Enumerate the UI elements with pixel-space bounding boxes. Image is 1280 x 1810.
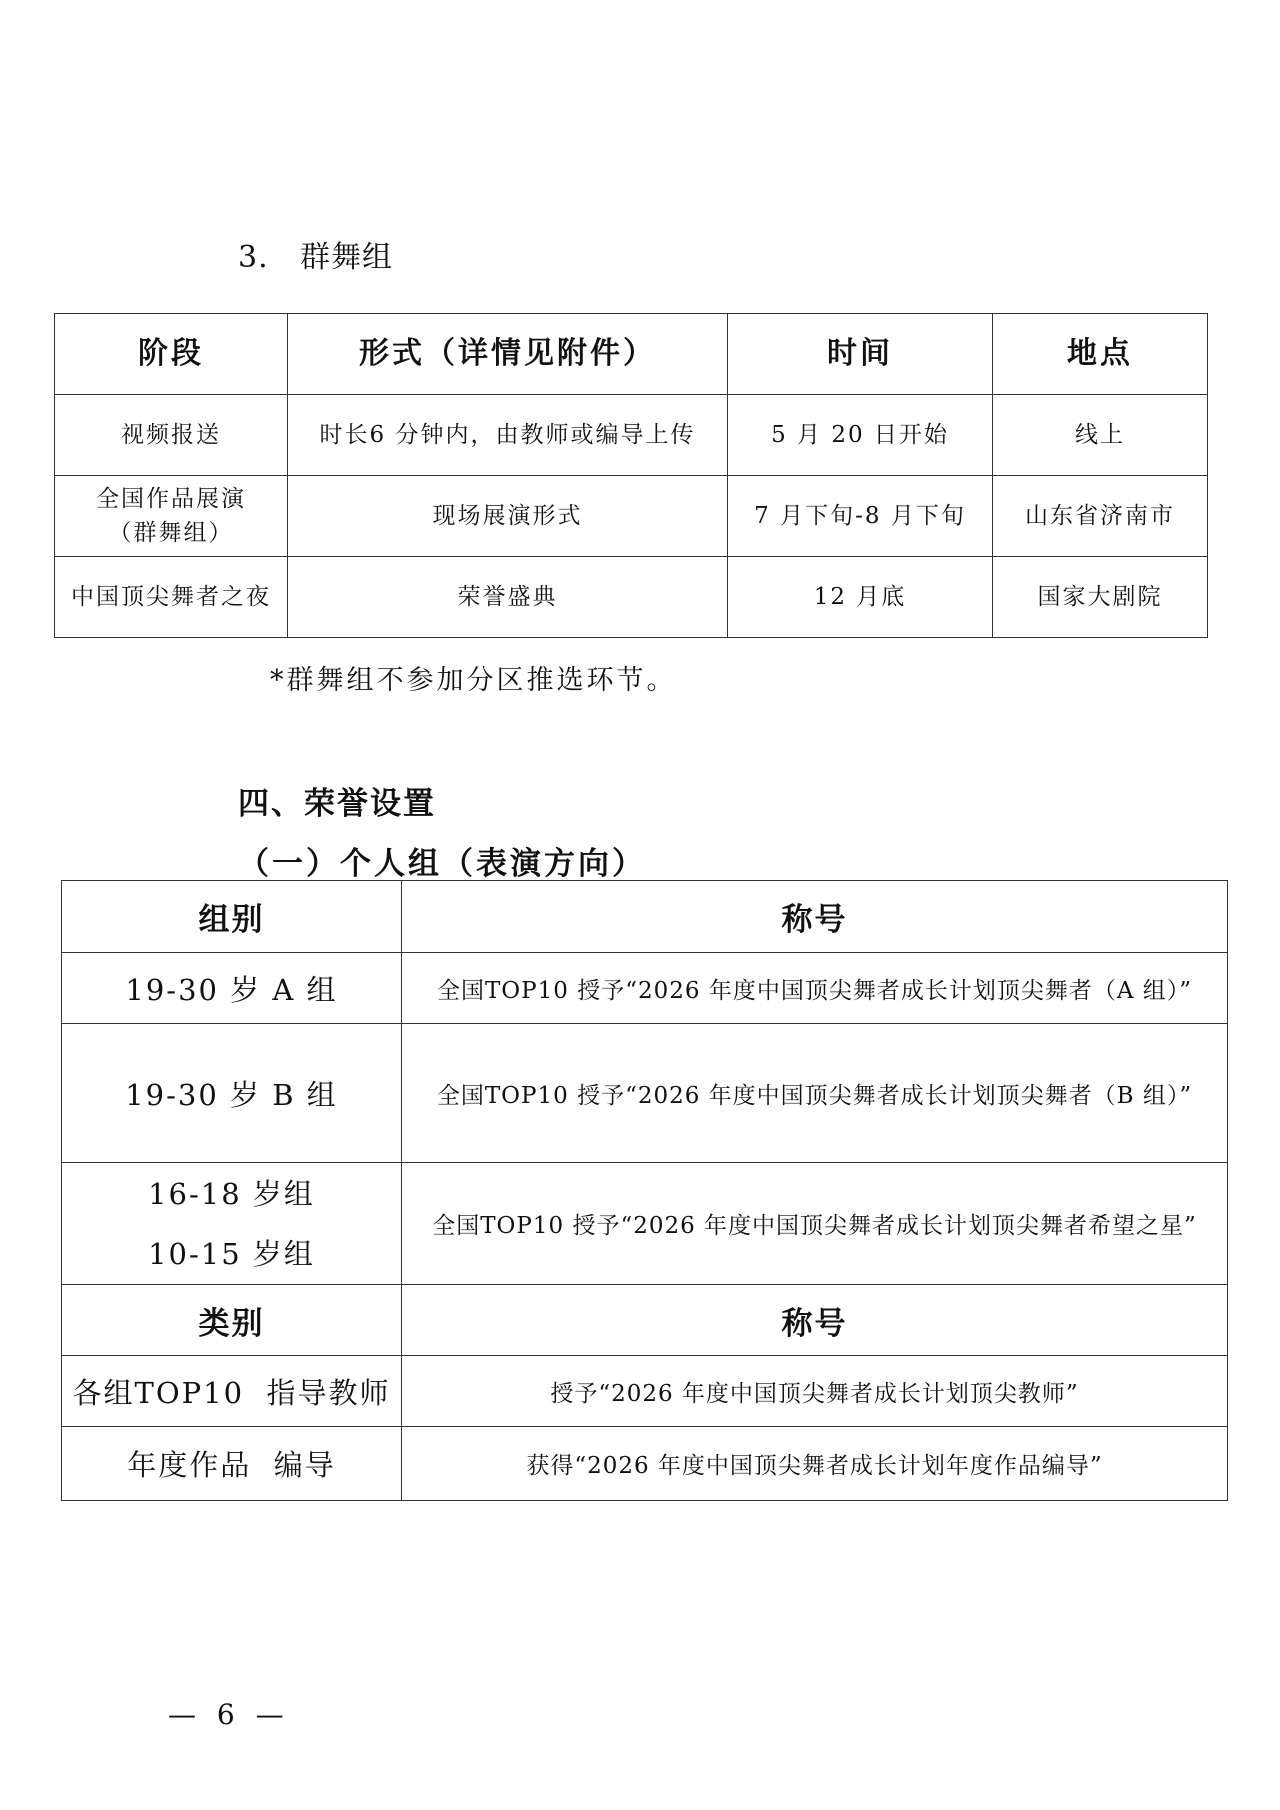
- form-cell: 荣誉盛典: [288, 557, 728, 638]
- section-3-title: 群舞组: [300, 240, 393, 275]
- time-cell: 12 月底: [728, 557, 993, 638]
- category-cell: 年度作品 编导: [62, 1427, 402, 1501]
- time-cell: 7 月下旬-8 月下旬: [728, 476, 993, 557]
- section-4-heading: 四、荣誉设置: [238, 786, 436, 822]
- header-group: 组别: [62, 881, 402, 953]
- table-row: [62, 1427, 1228, 1501]
- header-title: 称号: [402, 881, 1228, 953]
- title-cell: 全国TOP10 授予“2026 年度中国顶尖舞者成长计划顶尖舞者（A 组）”: [402, 953, 1228, 1024]
- place-cell: 线上: [993, 395, 1208, 476]
- title-cell: 全国TOP10 授予“2026 年度中国顶尖舞者成长计划顶尖舞者（B 组）”: [402, 1024, 1228, 1163]
- place-cell: 山东省济南市: [993, 476, 1208, 557]
- form-cell: 现场展演形式: [288, 476, 728, 557]
- stage-cell: [55, 557, 288, 638]
- stage-line: 全国作品展演: [96, 486, 246, 512]
- group-dance-schedule-table: [54, 313, 1208, 638]
- subsection-1-heading: （一）个人组（表演方向）: [238, 846, 646, 882]
- table-header-row: [62, 881, 1228, 953]
- table-row: [55, 557, 1208, 638]
- header-title: 称号: [402, 1285, 1228, 1356]
- title-cell: 全国TOP10 授予“2026 年度中国顶尖舞者成长计划顶尖舞者希望之星”: [402, 1163, 1228, 1285]
- page-number: — 6 —: [168, 1698, 290, 1731]
- stage-cell: [55, 476, 288, 557]
- group-cell: 19-30 岁 B 组: [62, 1024, 402, 1163]
- group-cell: 19-30 岁 A 组: [62, 953, 402, 1024]
- table-row: [62, 1356, 1228, 1427]
- group-cell: [62, 1163, 402, 1285]
- table-row: [62, 1024, 1228, 1163]
- stage-line: 视频报送: [121, 422, 221, 448]
- table-row: [62, 1163, 1228, 1285]
- stage-cell: [55, 395, 288, 476]
- group-line: 10-15 岁组: [148, 1236, 315, 1271]
- category-cell: 各组TOP10 指导教师: [62, 1356, 402, 1427]
- header-time: 时间: [728, 314, 993, 395]
- section-3-number: 3.: [238, 240, 269, 275]
- group-line: 16-18 岁组: [148, 1176, 315, 1211]
- header-form: 形式（详情见附件）: [288, 314, 728, 395]
- table-row: [62, 953, 1228, 1024]
- table-header-row: [62, 1285, 1228, 1356]
- title-cell: 授予“2026 年度中国顶尖舞者成长计划顶尖教师”: [402, 1356, 1228, 1427]
- group-dance-note: *群舞组不参加分区推选环节。: [270, 665, 677, 696]
- form-cell: 时长6 分钟内，由教师或编导上传: [288, 395, 728, 476]
- place-cell: 国家大剧院: [993, 557, 1208, 638]
- title-cell: 获得“2026 年度中国顶尖舞者成长计划年度作品编导”: [402, 1427, 1228, 1501]
- stage-line: （群舞组）: [108, 520, 234, 546]
- table-row: [55, 395, 1208, 476]
- table-row: [55, 476, 1208, 557]
- time-cell: 5 月 20 日开始: [728, 395, 993, 476]
- table-header-row: [55, 314, 1208, 395]
- stage-line: 中国顶尖舞者之夜: [71, 584, 271, 610]
- header-place: 地点: [993, 314, 1208, 395]
- section-3-heading: [238, 232, 393, 276]
- header-stage: 阶段: [55, 314, 288, 395]
- honor-table: [61, 880, 1228, 1501]
- header-category: 类别: [62, 1285, 402, 1356]
